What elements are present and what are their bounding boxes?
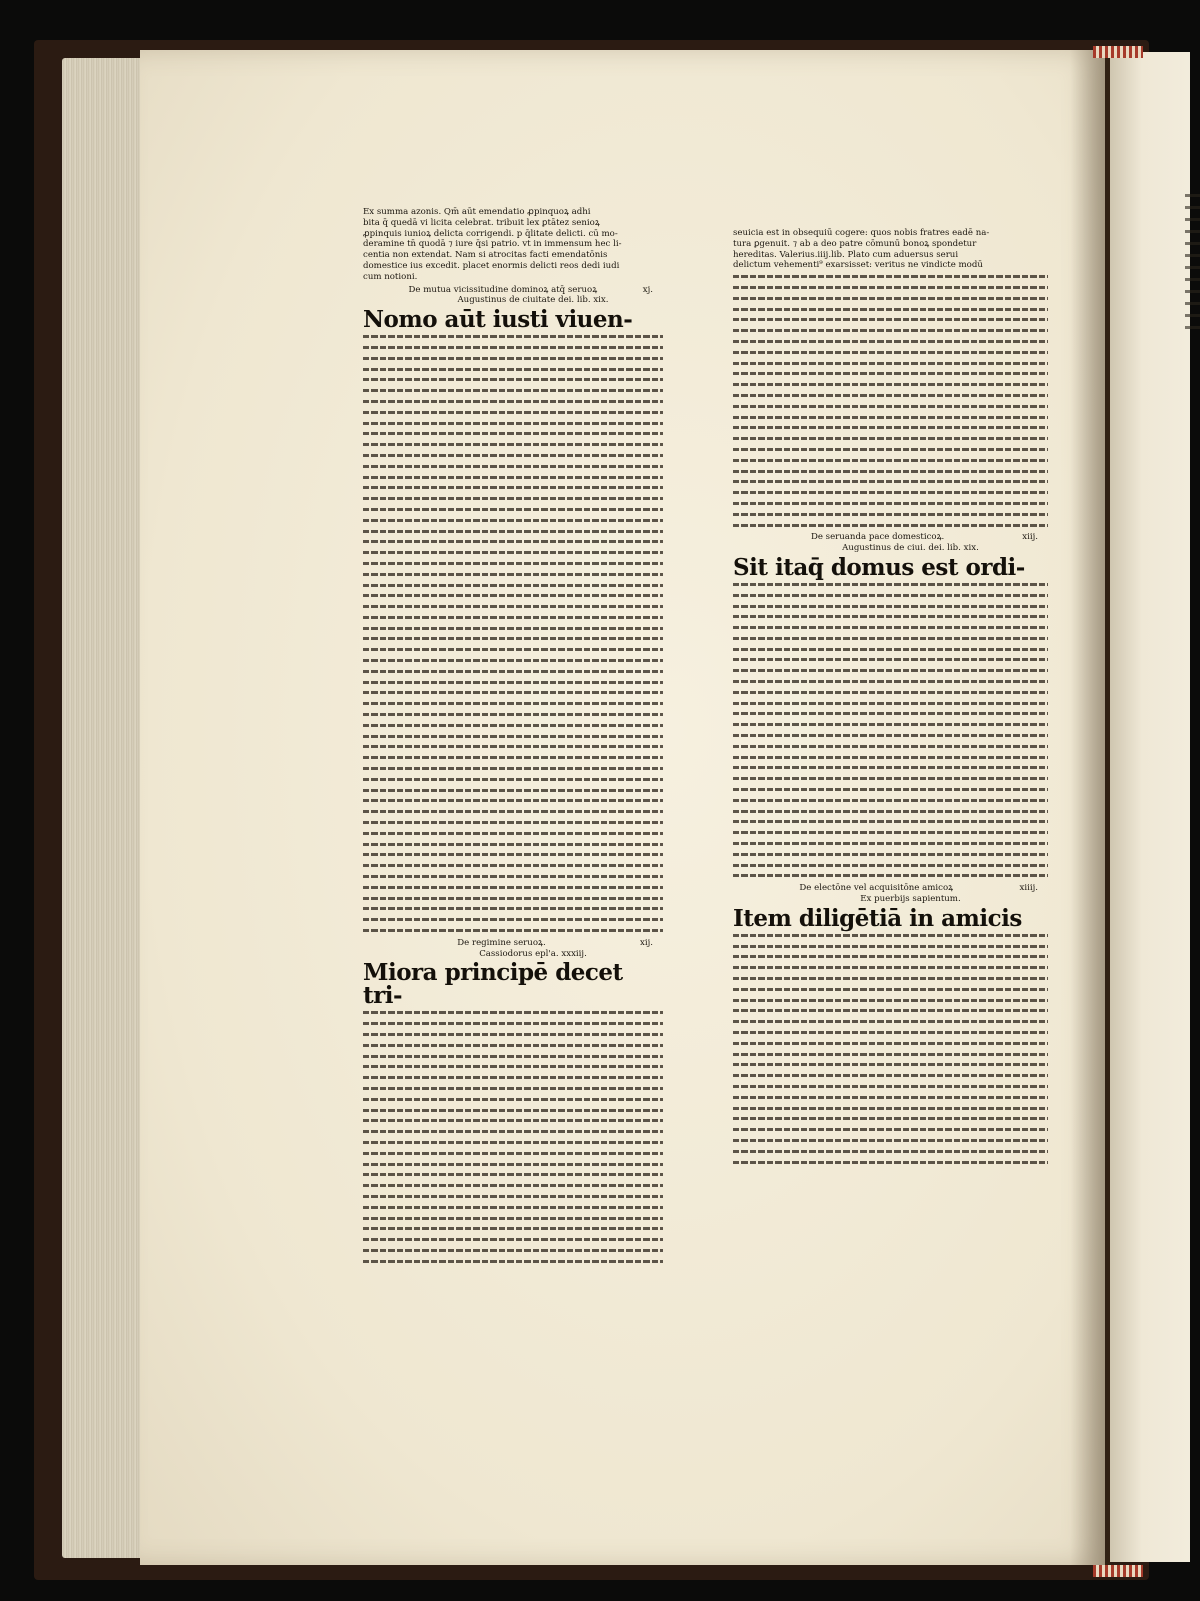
section-source: Augustinus de ciuitate dei. lib. xix. — [457, 295, 609, 306]
section-heading-text: De seruanda pace domesticoꝝ. — [810, 532, 945, 543]
text-line: Ex summa azonis. Qm̄ aūt emendatio ꝓpinquoꝝ adhi — [363, 207, 591, 217]
section-number: xij. — [640, 937, 653, 948]
section-heading-text: De mutua vicissitudine dominoꝝ atq̄ seruoꝝ — [408, 284, 598, 295]
section-initial-line: Sit itaq̄ domus est ordi- — [733, 553, 1025, 581]
right-column — [733, 228, 1048, 1167]
section-number: xiiij. — [1019, 883, 1038, 894]
text-line: domestice ius excedit. placet enormis delicti reos dedi iudi — [363, 260, 620, 271]
text-line: cum notioni. — [363, 271, 418, 282]
section-heading-text: De electōne vel acquisitōne amicoꝝ — [799, 883, 954, 894]
left-column — [363, 207, 663, 1267]
body-text-block — [733, 930, 1048, 1168]
body-text-block — [363, 331, 663, 936]
gutter-shadow — [1070, 50, 1110, 1565]
text-line: delictum vehementi⁹ exarsisset: veritus ne vindicte modū — [733, 260, 983, 271]
text-line: tura ꝑgenuit. ⁊ ab a deo patre cōmunū bonoꝝ spondetur — [733, 238, 977, 249]
section-initial-line: Item diligētiā in amicis — [733, 904, 1022, 932]
headband-bottom — [1093, 1565, 1143, 1577]
section-source: Augustinus de ciui. dei. lib. xix. — [842, 543, 979, 554]
next-page-edge — [1110, 52, 1190, 1562]
section-number: xj. — [642, 284, 653, 295]
section-initial-line: Nomo aūt iusti viuen- — [363, 306, 633, 334]
body-text-block — [363, 1007, 663, 1266]
section-source: Ex puerbijs sapientum. — [860, 894, 961, 905]
section-initial-line: Miora principē decet tri- — [363, 959, 623, 1010]
text-line: bita q̄ quedā vi licita celebrat̄. tribuit lex ꝑtātez senioꝝ — [363, 217, 600, 228]
section-heading — [733, 532, 1048, 543]
section-heading — [363, 938, 663, 949]
section-source: Cassiodorus epl'a. xxxiij. — [479, 948, 587, 959]
section-number: xiij. — [1022, 532, 1038, 543]
intro-paragraph — [363, 207, 663, 283]
next-page-text — [1185, 185, 1200, 338]
section-heading — [363, 285, 663, 296]
text-line: deramine tn̄ quodā ⁊ iure q̄si patrio. vt in immensum hec li- — [363, 239, 622, 250]
text-line: hereditas. Valerius.iiij.lib. Plato cum aduersus serui — [733, 249, 959, 260]
text-line: centia non extendat̄. Nam si atrocitas facti emendatōnis — [363, 250, 608, 261]
body-text-block — [733, 579, 1048, 881]
opening-paragraph — [733, 228, 1048, 271]
headband-top — [1093, 46, 1143, 58]
section-heading-text: De regimine seruoꝝ. — [457, 937, 546, 948]
body-text-block — [733, 271, 1048, 530]
text-line: seuicia est in obsequiū cogere: quos nobis fratres eadē na- — [733, 228, 990, 238]
text-line: ꝓpinquis iunioꝝ delicta corrigendi. p q̄litate delicti. cū mo- — [363, 228, 618, 239]
section-heading — [733, 883, 1048, 894]
